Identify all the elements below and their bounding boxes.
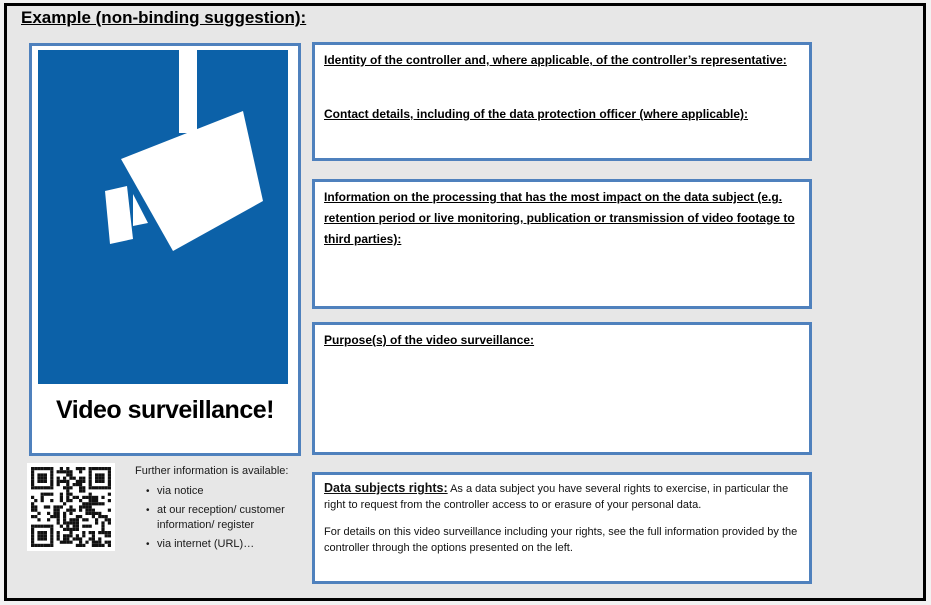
identity-contact-box <box>312 42 812 161</box>
further-info <box>135 464 313 556</box>
bullet-text: via internet (URL)… <box>157 538 255 550</box>
page-title: Example (non-binding suggestion): <box>21 8 307 27</box>
purpose-box <box>312 322 812 455</box>
rights-lead: Data subjects rights: <box>324 481 448 495</box>
cctv-sign <box>38 50 288 384</box>
bullet-icon: • <box>146 505 150 516</box>
identity-heading: Identity of the controller and, where applicable, of the controller’s representative: <box>324 53 787 67</box>
bullet-text: at our reception/ customer information/ register <box>157 504 285 531</box>
rights-paragraph-1 <box>324 480 800 513</box>
bullet-icon: • <box>146 539 150 550</box>
video-surveillance-sign-panel <box>29 43 301 456</box>
list-item <box>135 503 313 533</box>
bullet-text: via notice <box>157 485 204 497</box>
data-subject-rights-box <box>312 472 812 584</box>
qr-code <box>27 463 115 551</box>
processing-info-box <box>312 179 812 309</box>
bullet-icon: • <box>146 486 150 497</box>
contact-heading: Contact details, including of the data protection officer (where applicable): <box>324 107 749 121</box>
page-frame <box>4 3 926 601</box>
list-item <box>135 484 313 499</box>
processing-heading: Information on the processing that has the most impact on the data subject (e.g. retention period or live monitoring, publication or transmission of video footage to third parties): <box>324 190 795 246</box>
sign-label: Video surveillance! <box>56 396 274 424</box>
cctv-camera-icon <box>38 50 288 384</box>
list-item <box>135 537 313 552</box>
purpose-heading: Purpose(s) of the video surveillance: <box>324 333 535 347</box>
further-info-heading: Further information is available: <box>135 465 289 477</box>
rights-text: As a data subject you have several rights to exercise, in particular the right to request from the controller access to or erasure of your personal data. <box>324 483 789 511</box>
rights-paragraph-2: For details on this video surveillance including your rights, see the full information provided by the controller through the options presented on the left. <box>324 526 798 554</box>
